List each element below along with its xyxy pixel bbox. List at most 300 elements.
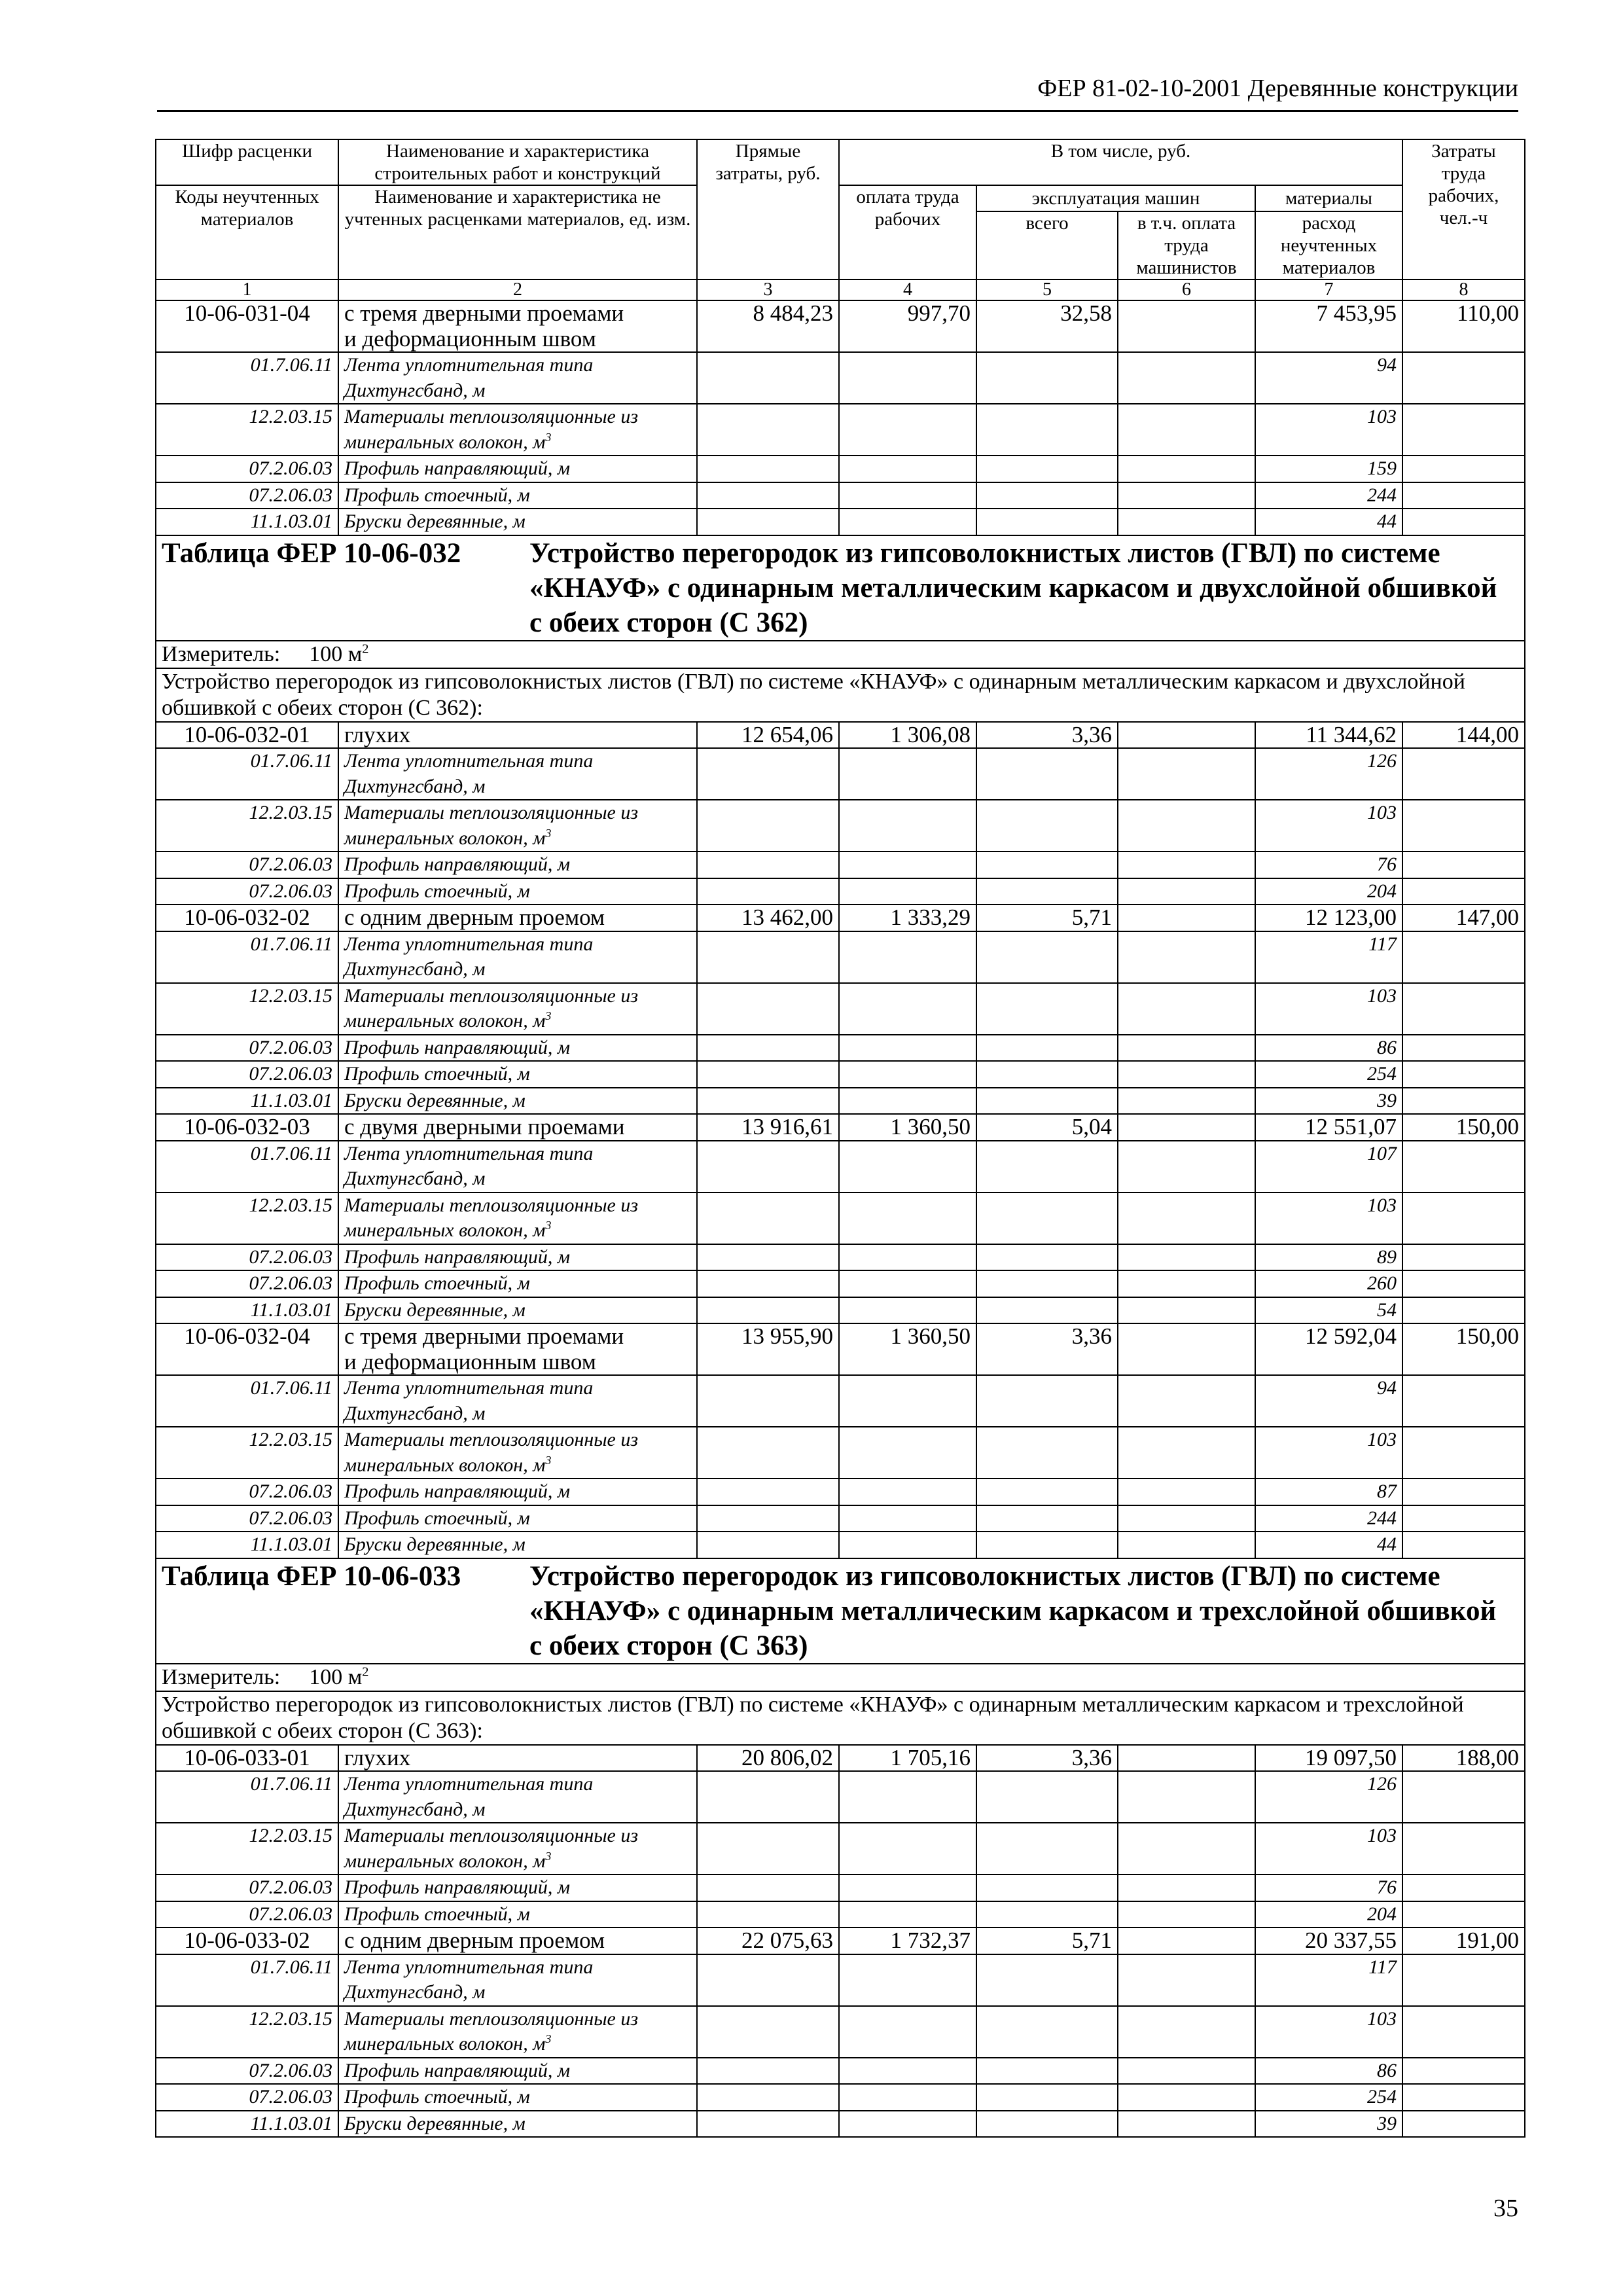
- material-consumption: 54: [1255, 1297, 1402, 1324]
- direct-cost: [697, 482, 839, 509]
- machinist-labor-cost: [1118, 852, 1255, 878]
- material-code: 12.2.03.15: [156, 1427, 338, 1479]
- name-line: Лента уплотнительная типа: [344, 1956, 594, 1978]
- col6-header: в т.ч. оплата труда машинистов: [1118, 211, 1255, 279]
- name-line: Лента уплотнительная типа: [344, 1773, 594, 1795]
- rate-name: [338, 1745, 697, 1772]
- direct-cost: 22 075,63: [697, 1928, 839, 1954]
- material-name: [338, 748, 697, 800]
- material-code: 12.2.03.15: [156, 1193, 338, 1244]
- direct-cost: [697, 1270, 839, 1297]
- labor-hours: [1402, 1297, 1525, 1324]
- labor-hours: [1402, 2111, 1525, 2138]
- labor-cost: [839, 1771, 976, 1823]
- direct-cost: [697, 1771, 839, 1823]
- material-row: [156, 1427, 1525, 1479]
- rate-name: [338, 905, 697, 931]
- machine-cost: [976, 1375, 1118, 1427]
- material-row: [156, 2084, 1525, 2111]
- material-code: 11.1.03.01: [156, 509, 338, 535]
- material-consumption: 103: [1255, 1427, 1402, 1479]
- machine-cost: [976, 748, 1118, 800]
- rate-code: 10-06-032-01: [156, 722, 338, 749]
- material-code: 01.7.06.11: [156, 352, 338, 404]
- material-name: [338, 1954, 697, 2006]
- machinist-labor-cost: [1118, 300, 1255, 352]
- machine-cost: [976, 1141, 1118, 1193]
- unit-exponent: 3: [545, 826, 552, 840]
- labor-cost: [839, 509, 976, 535]
- direct-cost: 8 484,23: [697, 300, 839, 352]
- machinist-labor-cost: [1118, 1375, 1255, 1427]
- machinist-labor-cost: [1118, 509, 1255, 535]
- material-code: 07.2.06.03: [156, 852, 338, 878]
- machine-cost: [976, 1532, 1118, 1558]
- machine-cost: [976, 878, 1118, 905]
- name-line: Дихтунгсбанд, м: [344, 1798, 486, 1820]
- name-line: Лента уплотнительная типа: [344, 354, 594, 376]
- machine-cost: [976, 1088, 1118, 1115]
- name-line: Профиль стоечный, м: [344, 880, 530, 902]
- measure-row: [156, 641, 1525, 668]
- material-name: [338, 983, 697, 1035]
- machinist-labor-cost: [1118, 2111, 1255, 2138]
- machine-cost: 3,36: [976, 722, 1118, 749]
- machine-cost: 3,36: [976, 1323, 1118, 1375]
- material-consumption: 76: [1255, 852, 1402, 878]
- material-consumption: 94: [1255, 352, 1402, 404]
- material-consumption: 107: [1255, 1141, 1402, 1193]
- direct-cost: [697, 878, 839, 905]
- material-row: [156, 2058, 1525, 2085]
- material-consumption: 244: [1255, 1505, 1402, 1532]
- material-row: [156, 1061, 1525, 1088]
- table-title-label: Таблица ФЕР 10-06-033: [162, 1560, 461, 1592]
- labor-hours: 147,00: [1402, 905, 1525, 931]
- labor-hours: [1402, 1505, 1525, 1532]
- name-line: с тремя дверными проемами: [344, 1323, 624, 1349]
- materials-header: материалы: [1255, 185, 1402, 211]
- machinist-labor-cost: [1118, 2084, 1255, 2111]
- machinist-labor-cost: [1118, 1532, 1255, 1558]
- machines-header: эксплуатация машин: [976, 185, 1255, 211]
- column-number: 1: [156, 279, 338, 300]
- direct-cost: [697, 1823, 839, 1874]
- machine-cost: [976, 352, 1118, 404]
- unit-exponent: 3: [545, 1009, 552, 1022]
- material-name: [338, 1874, 697, 1901]
- labor-hours: [1402, 1532, 1525, 1558]
- materials-cost: 19 097,50: [1255, 1745, 1402, 1772]
- machinist-labor-cost: [1118, 1323, 1255, 1375]
- material-consumption: 103: [1255, 2006, 1402, 2058]
- material-name: [338, 1375, 697, 1427]
- machinist-labor-cost: [1118, 722, 1255, 749]
- table-title-cell: [156, 1558, 1525, 1664]
- direct-cost: [697, 2111, 839, 2138]
- machine-cost: [976, 931, 1118, 983]
- material-row: [156, 1874, 1525, 1901]
- name-line: минеральных волокон, $м^3$: [344, 826, 552, 849]
- material-name: [338, 1193, 697, 1244]
- name-line: Материалы теплоизоляционные из: [344, 1429, 639, 1450]
- labor-cost: [839, 800, 976, 852]
- name-line: Лента уплотнительная типа: [344, 933, 594, 955]
- column-number: 8: [1402, 279, 1525, 300]
- machinist-labor-cost: [1118, 1954, 1255, 2006]
- name-line: Дихтунгсбанд, м: [344, 379, 486, 401]
- material-consumption: 87: [1255, 1479, 1402, 1505]
- name-line: с тремя дверными проемами: [344, 300, 624, 326]
- machinist-labor-cost: [1118, 1114, 1255, 1141]
- name-line: Профиль направляющий, м: [344, 457, 571, 479]
- machine-cost: [976, 800, 1118, 852]
- materials-cost: 12 592,04: [1255, 1323, 1402, 1375]
- labor-cost: [839, 1532, 976, 1558]
- machinist-labor-cost: [1118, 1244, 1255, 1271]
- labor-hours: [1402, 1823, 1525, 1874]
- direct-cost: [697, 1375, 839, 1427]
- material-row: [156, 1532, 1525, 1558]
- column-number: 6: [1118, 279, 1255, 300]
- direct-cost: [697, 2058, 839, 2085]
- labor-cost: [839, 2084, 976, 2111]
- machinist-labor-cost: [1118, 1427, 1255, 1479]
- material-row: [156, 2111, 1525, 2138]
- material-name: [338, 1141, 697, 1193]
- machine-cost: [976, 2058, 1118, 2085]
- direct-cost: [697, 1193, 839, 1244]
- labor-cost: 1 705,16: [839, 1745, 976, 1772]
- material-row: [156, 1823, 1525, 1874]
- unit-exponent: 3: [545, 1849, 552, 1863]
- machine-cost: 5,71: [976, 905, 1118, 931]
- material-row: [156, 983, 1525, 1035]
- direct-cost: [697, 456, 839, 482]
- material-name: [338, 1270, 697, 1297]
- direct-cost: [697, 1035, 839, 1062]
- materials-cost: 20 337,55: [1255, 1928, 1402, 1954]
- direct-cost: 12 654,06: [697, 722, 839, 749]
- machine-cost: [976, 1061, 1118, 1088]
- labor-hours: [1402, 878, 1525, 905]
- material-name: [338, 2111, 697, 2138]
- section-description: Устройство перегородок из гипсоволокнистых листов (ГВЛ) по системе «КНАУФ» с одинарным металлическим каркасом и трехслойной обшивкой с обеих сторон (С 363):: [156, 1691, 1525, 1745]
- machine-cost: [976, 482, 1118, 509]
- direct-cost: 20 806,02: [697, 1745, 839, 1772]
- name-line: с одним дверным проемом: [344, 1928, 605, 1953]
- material-consumption: 204: [1255, 1901, 1402, 1928]
- material-consumption: 244: [1255, 482, 1402, 509]
- name-line: Дихтунгсбанд, м: [344, 1402, 486, 1424]
- material-consumption: 126: [1255, 748, 1402, 800]
- labor-hours: [1402, 1088, 1525, 1115]
- name-line: Материалы теплоизоляционные из: [344, 1825, 639, 1846]
- material-consumption: 44: [1255, 509, 1402, 535]
- rate-row: [156, 1114, 1525, 1141]
- labor-cost: [839, 1874, 976, 1901]
- material-row: [156, 1901, 1525, 1928]
- direct-cost: [697, 404, 839, 456]
- material-consumption: 126: [1255, 1771, 1402, 1823]
- labor-cost: 1 333,29: [839, 905, 976, 931]
- name-line: Профиль стоечный, м: [344, 1063, 530, 1085]
- material-code: 11.1.03.01: [156, 1297, 338, 1324]
- machine-cost: [976, 509, 1118, 535]
- col1-bottom-header: Коды неучтенных материалов: [156, 185, 338, 279]
- machinist-labor-cost: [1118, 1479, 1255, 1505]
- direct-cost: [697, 1427, 839, 1479]
- name-line: Дихтунгсбанд, м: [344, 1168, 486, 1189]
- material-row: [156, 1479, 1525, 1505]
- machinist-labor-cost: [1118, 404, 1255, 456]
- col5-header: всего: [976, 211, 1118, 279]
- header-row-2: [156, 185, 1525, 211]
- labor-cost: [839, 1823, 976, 1874]
- material-consumption: 39: [1255, 2111, 1402, 2138]
- direct-cost: [697, 1874, 839, 1901]
- name-line: минеральных волокон, $м^3$: [344, 1009, 552, 1031]
- labor-hours: [1402, 1427, 1525, 1479]
- labor-cost: 997,70: [839, 300, 976, 352]
- machine-cost: [976, 1297, 1118, 1324]
- name-line: с двумя дверными проемами: [344, 1114, 625, 1139]
- material-row: [156, 1954, 1525, 2006]
- machinist-labor-cost: [1118, 1088, 1255, 1115]
- material-consumption: 117: [1255, 931, 1402, 983]
- material-row: [156, 1375, 1525, 1427]
- direct-cost: [697, 800, 839, 852]
- material-code: 07.2.06.03: [156, 1270, 338, 1297]
- material-name: [338, 1771, 697, 1823]
- machinist-labor-cost: [1118, 905, 1255, 931]
- machinist-labor-cost: [1118, 1874, 1255, 1901]
- direct-cost: [697, 1532, 839, 1558]
- machine-cost: [976, 1244, 1118, 1271]
- machinist-labor-cost: [1118, 456, 1255, 482]
- col7-header: расход неучтенных материалов: [1255, 211, 1402, 279]
- unit-exponent: 3: [545, 1453, 552, 1467]
- direct-cost: [697, 1297, 839, 1324]
- material-code: 11.1.03.01: [156, 1088, 338, 1115]
- material-name: [338, 931, 697, 983]
- material-name: [338, 1901, 697, 1928]
- name-line: Профиль стоечный, м: [344, 484, 530, 506]
- material-code: 01.7.06.11: [156, 748, 338, 800]
- direct-cost: 13 916,61: [697, 1114, 839, 1141]
- measure-cell: [156, 641, 1525, 668]
- name-line: Профиль направляющий, м: [344, 1246, 571, 1268]
- labor-hours: [1402, 931, 1525, 983]
- machine-cost: [976, 1427, 1118, 1479]
- measure-unit: 100 м: [309, 641, 363, 666]
- header-row-1: [156, 139, 1525, 185]
- measure-label: Измеритель:: [162, 641, 281, 666]
- measure-label: Измеритель:: [162, 1664, 281, 1689]
- machine-cost: [976, 1954, 1118, 2006]
- material-code: 12.2.03.15: [156, 983, 338, 1035]
- machinist-labor-cost: [1118, 748, 1255, 800]
- unit-exponent: 3: [545, 430, 552, 444]
- machine-cost: [976, 852, 1118, 878]
- material-name: [338, 404, 697, 456]
- material-code: 11.1.03.01: [156, 1532, 338, 1558]
- direct-cost: [697, 2084, 839, 2111]
- material-code: 07.2.06.03: [156, 2058, 338, 2085]
- machine-cost: [976, 456, 1118, 482]
- machinist-labor-cost: [1118, 2006, 1255, 2058]
- material-name: [338, 2006, 697, 2058]
- machinist-labor-cost: [1118, 1901, 1255, 1928]
- labor-cost: [839, 404, 976, 456]
- name-line: Профиль направляющий, м: [344, 1876, 571, 1898]
- machinist-labor-cost: [1118, 1141, 1255, 1193]
- direct-cost: [697, 2006, 839, 2058]
- material-name: [338, 2058, 697, 2085]
- section-description-row: [156, 668, 1525, 722]
- table-title-label: Таблица ФЕР 10-06-032: [162, 537, 461, 569]
- labor-hours: [1402, 983, 1525, 1035]
- rate-code: 10-06-032-03: [156, 1114, 338, 1141]
- machine-cost: [976, 1505, 1118, 1532]
- material-code: 01.7.06.11: [156, 1375, 338, 1427]
- machinist-labor-cost: [1118, 1297, 1255, 1324]
- name-line: Бруски деревянные, м: [344, 1299, 526, 1321]
- labor-hours: 110,00: [1402, 300, 1525, 352]
- labor-cost: [839, 1088, 976, 1115]
- machinist-labor-cost: [1118, 1823, 1255, 1874]
- name-line: Материалы теплоизоляционные из: [344, 802, 639, 823]
- labor-hours: 150,00: [1402, 1323, 1525, 1375]
- labor-hours: [1402, 1479, 1525, 1505]
- name-line: и деформационным швом: [344, 1348, 596, 1374]
- table-title-text: Устройство перегородок из гипсоволокнистых листов (ГВЛ) по системе «КНАУФ» с одинарным металлическим каркасом и двухслойной обшивкой с обеих сторон (С 362): [529, 537, 1497, 638]
- material-consumption: 44: [1255, 1532, 1402, 1558]
- material-consumption: 89: [1255, 1244, 1402, 1271]
- machinist-labor-cost: [1118, 482, 1255, 509]
- unit-exponent: 3: [545, 1219, 552, 1232]
- name-line: Бруски деревянные, м: [344, 511, 526, 532]
- machinist-labor-cost: [1118, 2058, 1255, 2085]
- material-consumption: 76: [1255, 1874, 1402, 1901]
- material-name: [338, 1823, 697, 1874]
- material-code: 12.2.03.15: [156, 2006, 338, 2058]
- material-row: [156, 1270, 1525, 1297]
- material-name: [338, 509, 697, 535]
- materials-cost: 12 123,00: [1255, 905, 1402, 931]
- material-consumption: 103: [1255, 404, 1402, 456]
- machine-cost: 5,71: [976, 1928, 1118, 1954]
- machine-cost: [976, 2006, 1118, 2058]
- rates-table: [155, 139, 1525, 2138]
- machine-cost: [976, 1479, 1118, 1505]
- machine-cost: [976, 1901, 1118, 1928]
- measure-row: [156, 1664, 1525, 1691]
- material-row: [156, 1244, 1525, 1271]
- material-code: 07.2.06.03: [156, 1479, 338, 1505]
- labor-hours: [1402, 852, 1525, 878]
- labor-cost: [839, 2058, 976, 2085]
- rate-name: [338, 1114, 697, 1141]
- labor-cost: [839, 1141, 976, 1193]
- column-number: 3: [697, 279, 839, 300]
- labor-cost: [839, 1244, 976, 1271]
- column-number: 7: [1255, 279, 1402, 300]
- rate-code: 10-06-033-02: [156, 1928, 338, 1954]
- name-line: Лента уплотнительная типа: [344, 1377, 594, 1399]
- direct-cost: [697, 1954, 839, 2006]
- direct-cost: [697, 509, 839, 535]
- column-numbers-row: [156, 279, 1525, 300]
- labor-cost: [839, 748, 976, 800]
- labor-hours: [1402, 1035, 1525, 1062]
- material-row: [156, 1771, 1525, 1823]
- labor-cost: [839, 1427, 976, 1479]
- material-row: [156, 482, 1525, 509]
- table-title-text: Устройство перегородок из гипсоволокнистых листов (ГВЛ) по системе «КНАУФ» с одинарным металлическим каркасом и трехслойной обшивкой с обеих сторон (С 363): [529, 1560, 1497, 1661]
- name-line: Материалы теплоизоляционные из: [344, 2007, 639, 2030]
- machine-cost: 3,36: [976, 1745, 1118, 1772]
- direct-cost: [697, 931, 839, 983]
- material-code: 07.2.06.03: [156, 1244, 338, 1271]
- material-name: [338, 1479, 697, 1505]
- labor-cost: 1 360,50: [839, 1323, 976, 1375]
- name-line: Дихтунгсбанд, м: [344, 775, 486, 797]
- name-line: Профиль направляющий, м: [344, 1036, 571, 1058]
- labor-hours: [1402, 1901, 1525, 1928]
- labor-hours: 144,00: [1402, 722, 1525, 749]
- material-code: 12.2.03.15: [156, 1823, 338, 1874]
- labor-hours: [1402, 482, 1525, 509]
- labor-hours: 188,00: [1402, 1745, 1525, 1772]
- name-line: Материалы теплоизоляционные из: [344, 984, 639, 1007]
- material-code: 12.2.03.15: [156, 800, 338, 852]
- direct-cost: [697, 1141, 839, 1193]
- material-consumption: 159: [1255, 456, 1402, 482]
- labor-cost: [839, 931, 976, 983]
- rate-row: [156, 722, 1525, 749]
- material-name: [338, 456, 697, 482]
- rate-row: [156, 905, 1525, 931]
- material-consumption: 260: [1255, 1270, 1402, 1297]
- labor-cost: [839, 1479, 976, 1505]
- material-name: [338, 878, 697, 905]
- col1-top-header: Шифр расценки: [156, 139, 338, 185]
- material-consumption: 86: [1255, 2058, 1402, 2085]
- material-name: [338, 352, 697, 404]
- column-number: 5: [976, 279, 1118, 300]
- name-line: Профиль направляющий, м: [344, 2059, 571, 2081]
- labor-cost: [839, 852, 976, 878]
- material-name: [338, 1244, 697, 1271]
- table-title-row: [156, 1558, 1525, 1664]
- machinist-labor-cost: [1118, 1505, 1255, 1532]
- rate-row: [156, 1323, 1525, 1375]
- name-line: минеральных волокон, $м^3$: [344, 1849, 552, 1872]
- rate-name: [338, 722, 697, 749]
- direct-cost: [697, 852, 839, 878]
- labor-hours: [1402, 1954, 1525, 2006]
- material-name: [338, 800, 697, 852]
- material-consumption: 254: [1255, 1061, 1402, 1088]
- rate-name: [338, 1928, 697, 1954]
- material-code: 07.2.06.03: [156, 878, 338, 905]
- name-line: Бруски деревянные, м: [344, 1534, 526, 1555]
- machinist-labor-cost: [1118, 1270, 1255, 1297]
- material-code: 07.2.06.03: [156, 482, 338, 509]
- material-code: 07.2.06.03: [156, 1901, 338, 1928]
- rate-row: [156, 1745, 1525, 1772]
